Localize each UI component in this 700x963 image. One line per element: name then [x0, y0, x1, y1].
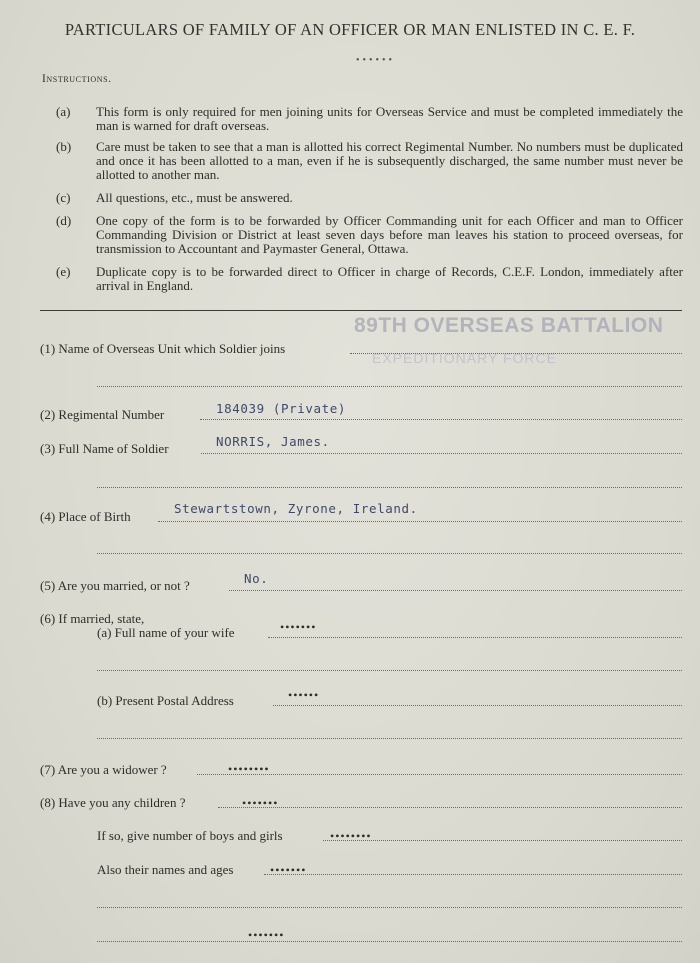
q5-typed-value: No.: [244, 571, 269, 586]
instruction-text: Care must be taken to see that a man is allotted his correct Regimental Number. No numbers must be duplicated and once it has been allotted to a man, even if he is subsequently discharged, the same number must never be allotted to another man.: [96, 139, 683, 182]
unit-stamp: 89TH OVERSEAS BATTALION: [354, 314, 664, 337]
q8-field[interactable]: [218, 807, 682, 808]
q8-mark: •••••••: [242, 796, 279, 810]
instruction-b: [56, 140, 683, 182]
q4-typed-value: Stewartstown, Zyrone, Ireland.: [174, 501, 418, 516]
instruction-label: (c): [56, 190, 71, 205]
section-divider: [40, 310, 682, 311]
q6b-field-continued[interactable]: [97, 738, 682, 739]
q4-field-continued[interactable]: [97, 553, 682, 554]
q5-field[interactable]: [229, 590, 682, 591]
q1-label: (1) Name of Overseas Unit which Soldier joins: [40, 341, 286, 356]
q8b-field-continued-2[interactable]: [97, 941, 682, 942]
instruction-label: (b): [56, 139, 72, 154]
instruction-text: One copy of the form is to be forwarded by Officer Commanding unit for each Officer and man to Officer Commanding Division or District at least seven days before man leaves his station to proceed overseas, for transmission to Accountant and Paymaster General, Ottawa.: [96, 213, 683, 256]
q8a-label: If so, give number of boys and girls: [97, 828, 283, 843]
q6-label: (6) If married, state,: [40, 611, 145, 626]
q6a-label: (a) Full name of your wife: [97, 625, 235, 640]
q3-field-continued[interactable]: [97, 487, 682, 488]
q6b-field[interactable]: [273, 705, 682, 706]
q7-label: (7) Are you a widower ?: [40, 762, 167, 777]
q1-field-continued[interactable]: [97, 386, 682, 387]
q4-field[interactable]: [158, 521, 682, 522]
instructions-heading: Instructions.: [42, 73, 112, 85]
q8b-field[interactable]: [264, 874, 682, 875]
q3-label: (3) Full Name of Soldier: [40, 441, 169, 456]
q6b-label: (b) Present Postal Address: [97, 693, 234, 708]
q6a-field[interactable]: [268, 637, 682, 638]
q6a-field-continued[interactable]: [97, 670, 682, 671]
q8b-field-continued[interactable]: [97, 907, 682, 908]
q7-mark: ••••••••: [228, 762, 270, 776]
q6a-mark: •••••••: [280, 620, 317, 634]
unit-stamp-subline: EXPEDITIONARY FORCE: [372, 350, 557, 366]
q2-typed-value: 184039 (Private): [216, 401, 347, 416]
instruction-text: Duplicate copy is to be forwarded direct to Officer in charge of Records, C.E.F. London, immediately after arrival in England.: [96, 264, 683, 293]
instruction-text: All questions, etc., must be answered.: [96, 190, 293, 205]
q2-label: (2) Regimental Number: [40, 407, 165, 422]
q4-label: (4) Place of Birth: [40, 509, 131, 524]
q8-label: (8) Have you any children ?: [40, 795, 186, 810]
q6b-mark: ••••••: [288, 688, 320, 702]
instruction-text: This form is only required for men joining units for Overseas Service and must be completed immediately the man is warned for draft overseas.: [96, 104, 683, 133]
instruction-a: [56, 105, 683, 133]
instruction-c: [56, 191, 683, 205]
decorative-dots: ••••••: [356, 55, 396, 66]
q8a-mark: ••••••••: [330, 829, 372, 843]
instruction-label: (a): [56, 104, 71, 119]
instruction-label: (d): [56, 213, 72, 228]
q8b-mark: •••••••: [270, 863, 307, 877]
instruction-e: [56, 265, 683, 293]
instruction-label: (e): [56, 264, 71, 279]
form-title: PARTICULARS OF FAMILY OF AN OFFICER OR MAN ENLISTED IN C. E. F.: [64, 20, 636, 39]
q3-field[interactable]: [201, 453, 682, 454]
instruction-d: [56, 214, 683, 256]
q8a-field[interactable]: [323, 840, 682, 841]
q2-field[interactable]: [200, 419, 682, 420]
q3-typed-value: NORRIS, James.: [216, 434, 330, 449]
q7-field[interactable]: [197, 774, 682, 775]
q5-label: (5) Are you married, or not ?: [40, 578, 190, 593]
q8c-mark: •••••••: [248, 928, 285, 942]
q8b-label: Also their names and ages: [97, 862, 234, 877]
q1-field[interactable]: [350, 353, 682, 354]
